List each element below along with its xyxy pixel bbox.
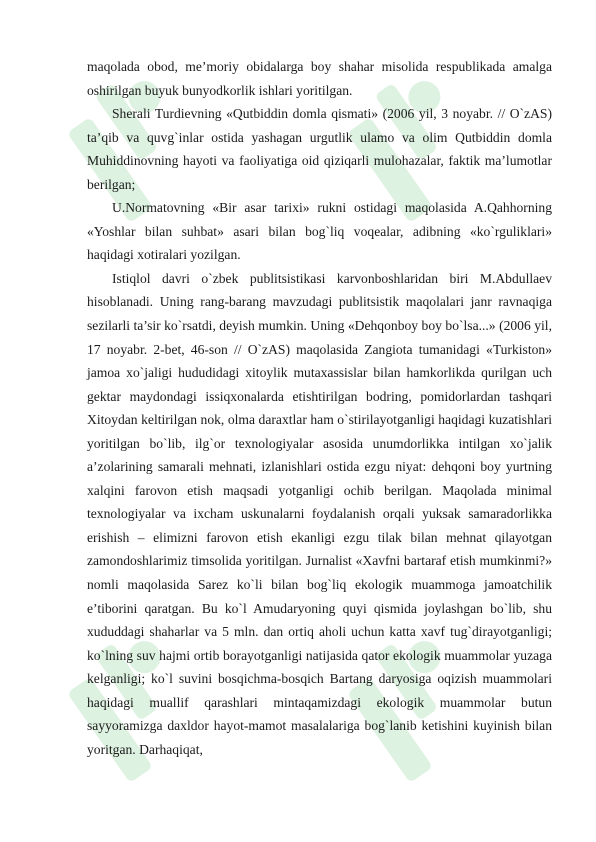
- paragraph-abdullaev: Istiqlol davri o`zbek publitsistikasi karvonboshlaridan biri M.Abdullaev hisoblanadi. Uning rang-barang mavzudagi publitsistik maqolalari janr ravnaqiga sezilarli ta’sir ko`rsatdi, deyish mumkin. Uning «Dehqonboy boy bo`lsa...» (2006 yil, 17 noyabr. 2-bet, 46-son // O`zAS) maqolasida Zangiota tumanidagi «Turkiston» jamoa xo`jaligi hududidagi xitoylik mutaxassislar bilan hamkorlikda qurilgan uch gektar maydondagi issiqxonalarda etishtirilgan bodring, pomidorlardan tashqari Xitoydan keltirilgan nok, olma daraxtlar ham o`stirilayotganligi haqidagi kuzatishlari yoritilgan bo`lib, ilg`or texnologiyalar asosida unumdorlikka intilgan xo`jalik a’zolarining samarali mehnati, izlanishlari ostida ezgu niyat: dehqoni boy yurtning xalqini farovon etish maqsadi yotganligi ochib berilgan. Maqolada minimal texnologiyalar va ixcham uskunalarni foydalanish orqali yuksak samaradorlikka erishish – elimizni farovon etish ekanligi ezgu tilak bilan mehnat qilayotgan zamondoshlarimiz timsolida yoritilgan. Jurnalist «Xavfni bartaraf etish mumkinmi?» nomli maqolasida Sarez ko`li bilan bog`liq ekologik muammoga jamoatchilik e’tiborini qaratgan. Bu ko`l Amudaryoning quyi qismida joylashgan bo`lib, shu xududdagi shaharlar va 5 mln. dan ortiq aholi uchun katta xavf tug`dirayotganligi; ko`lning suv hajmi ortib borayotganligi natijasida qator ekologik muammolar yuzaga kelganligi; ko`l suvini bosqichma-bosqich Bartang daryosiga oqizish muammolari haqidagi muallif qarashlari mintaqamizdagi ekologik muammolar butun sayyoramizga daxldor hayot-mamot masalalariga bog`lanib ketishini kuyinish bilan yoritgan. Darhaqiqat,: [87, 270, 552, 757]
- paragraph-continuation: maqolada obod, me’moriy obidalarga boy shahar misolida respublikada amalga oshirilgan buyuk bunyodkorlik ishlari yoritilgan.: [87, 59, 552, 98]
- document-body: [87, 55, 552, 761]
- paragraph-turdiev: Sherali Turdievning «Qutbiddin domla qismati» (2006 yil, 3 noyabr. // O`zAS) ta’qib va quvg`inlar ostida yashagan urgutlik ulamo va olim Qutbiddin domla Muhiddinovning hayoti va faoliyatiga oid qiziqarli mulohazalar, faktik ma’lumotlar berilgan;: [87, 106, 552, 192]
- paragraph-normatov: U.Normatovning «Bir asar tarixi» rukni ostidagi maqolasida A.Qahhorning «Yoshlar bilan suhbat» asari bilan bog`liq voqealar, adibning «ko`rguliklari» haqidagi xotiralari yozilgan.: [87, 200, 552, 263]
